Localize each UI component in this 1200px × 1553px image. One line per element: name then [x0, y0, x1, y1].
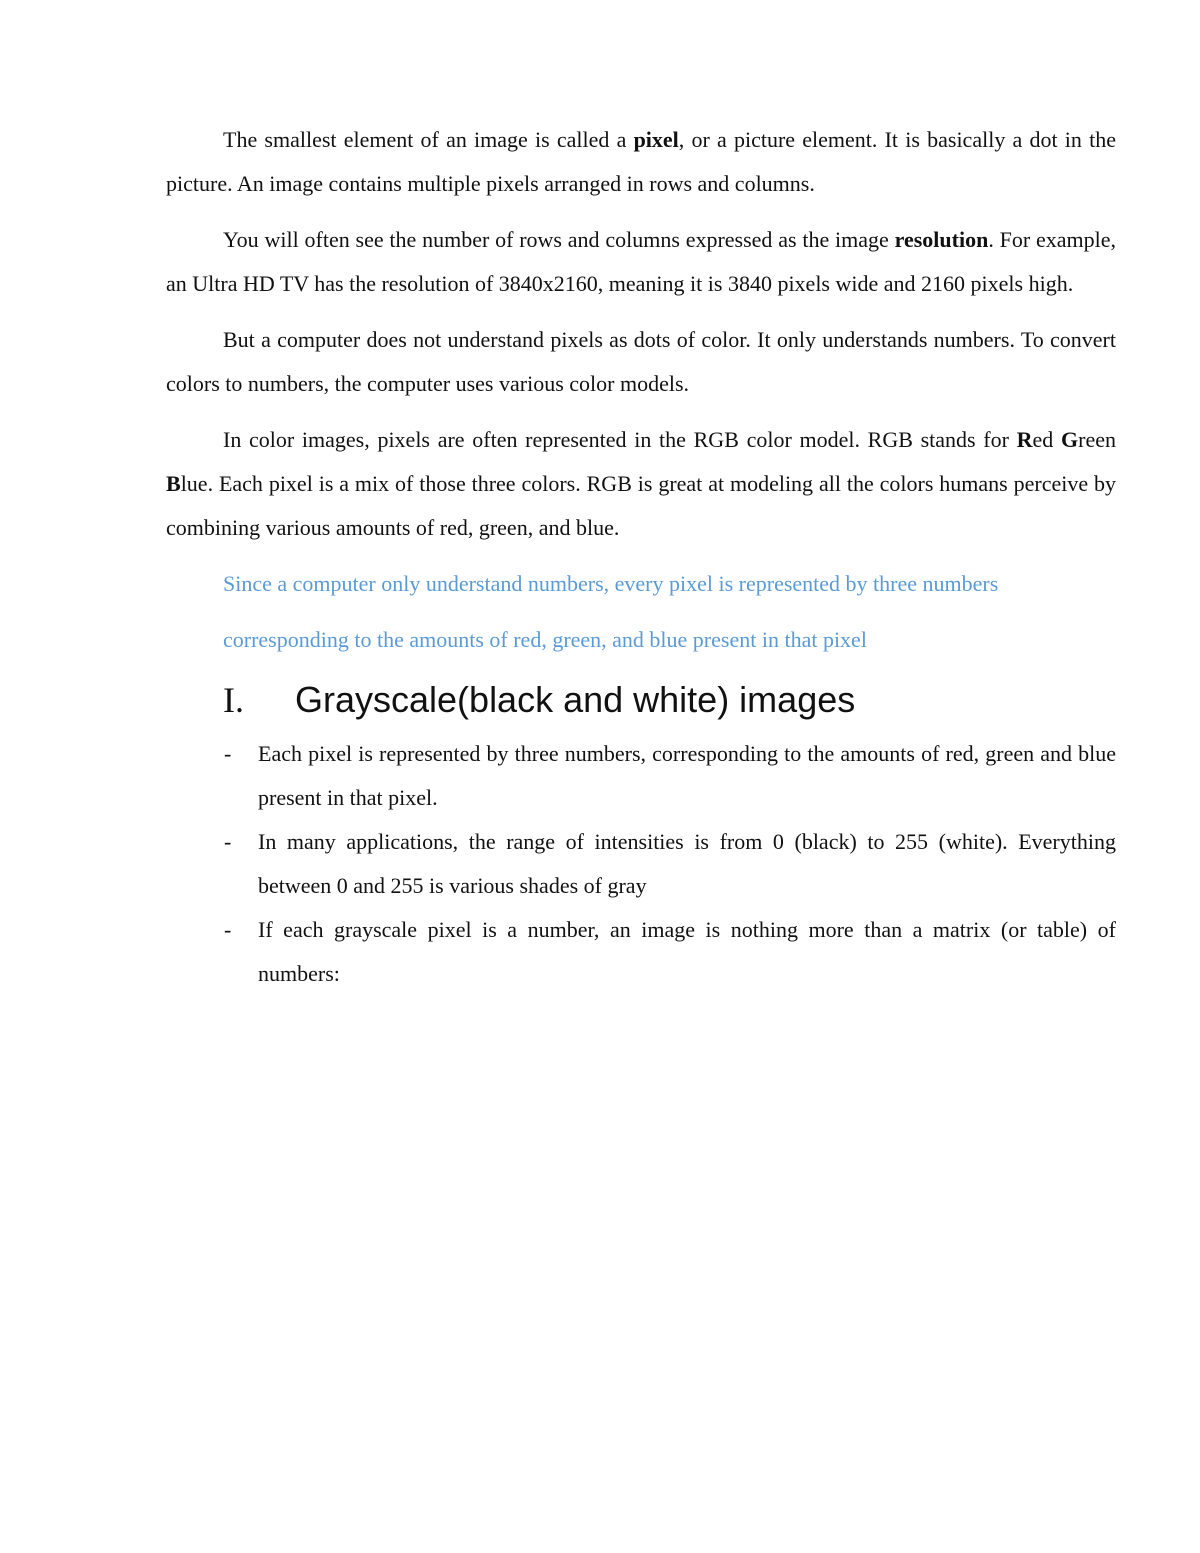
paragraph-resolution: [166, 218, 1116, 306]
paragraph-text: ed: [1032, 427, 1062, 452]
bullet-list: [166, 732, 1116, 996]
paragraph-text: lue. Each pixel is a mix of those three colors. RGB is great at modeling all the colors humans perceive by combining various amounts of red, green, and blue.: [166, 471, 1116, 540]
bold-term-pixel: pixel: [633, 127, 679, 152]
list-item-text: If each grayscale pixel is a number, an image is nothing more than a matrix (or table) of numbers:: [258, 917, 1116, 986]
section-number: I.: [223, 680, 244, 720]
paragraph-text: The smallest element of an image is called a: [223, 127, 634, 152]
paragraph-text: In color images, pixels are often represented in the RGB color model. RGB stands for: [223, 427, 1017, 452]
bullet-dash: -: [224, 829, 232, 854]
bold-letter-r: R: [1016, 427, 1033, 452]
document-page: [166, 118, 1116, 996]
bullet-dash: -: [224, 917, 232, 942]
list-item: [166, 908, 1116, 996]
paragraph-three-numbers: Since a computer only understand numbers, every pixel is represented by three numbers: [223, 571, 999, 596]
bold-letter-b: B: [166, 471, 181, 496]
paragraph-text: , or a picture element. It is basically a dot in the picture. An image contains multiple pixels arranged in rows and columns.: [166, 127, 1116, 196]
paragraph-rgb-amounts: corresponding to the amounts of red, green, and blue present in that pixel: [223, 627, 867, 652]
paragraph-rgb: [166, 418, 1116, 550]
paragraph-pixel-definition: [166, 118, 1116, 206]
section-heading: [166, 674, 1116, 726]
paragraph-text: . For example, an Ultra HD TV has the resolution of 3840x2160, meaning it is 3840 pixels wide and 2160 pixels high.: [166, 227, 1116, 296]
list-item: [166, 820, 1116, 908]
paragraph-text: You will often see the number of rows and columns expressed as the image: [223, 227, 895, 252]
list-item: [166, 732, 1116, 820]
section-title: Grayscale(black and white) images: [295, 679, 856, 720]
paragraph-color-models: But a computer does not understand pixels as dots of color. It only understands numbers. To convert colors to numbers, the computer uses various color models.: [166, 327, 1116, 396]
bold-letter-g: G: [1061, 427, 1079, 452]
list-item-text: Each pixel is represented by three numbers, corresponding to the amounts of red, green and blue present in that pixel.: [258, 741, 1116, 810]
bold-term-resolution: resolution: [894, 227, 989, 252]
bullet-dash: -: [224, 741, 232, 766]
paragraph-text: reen: [1078, 427, 1116, 452]
list-item-text: In many applications, the range of intensities is from 0 (black) to 255 (white). Everything between 0 and 255 is various shades of gray: [258, 829, 1116, 898]
